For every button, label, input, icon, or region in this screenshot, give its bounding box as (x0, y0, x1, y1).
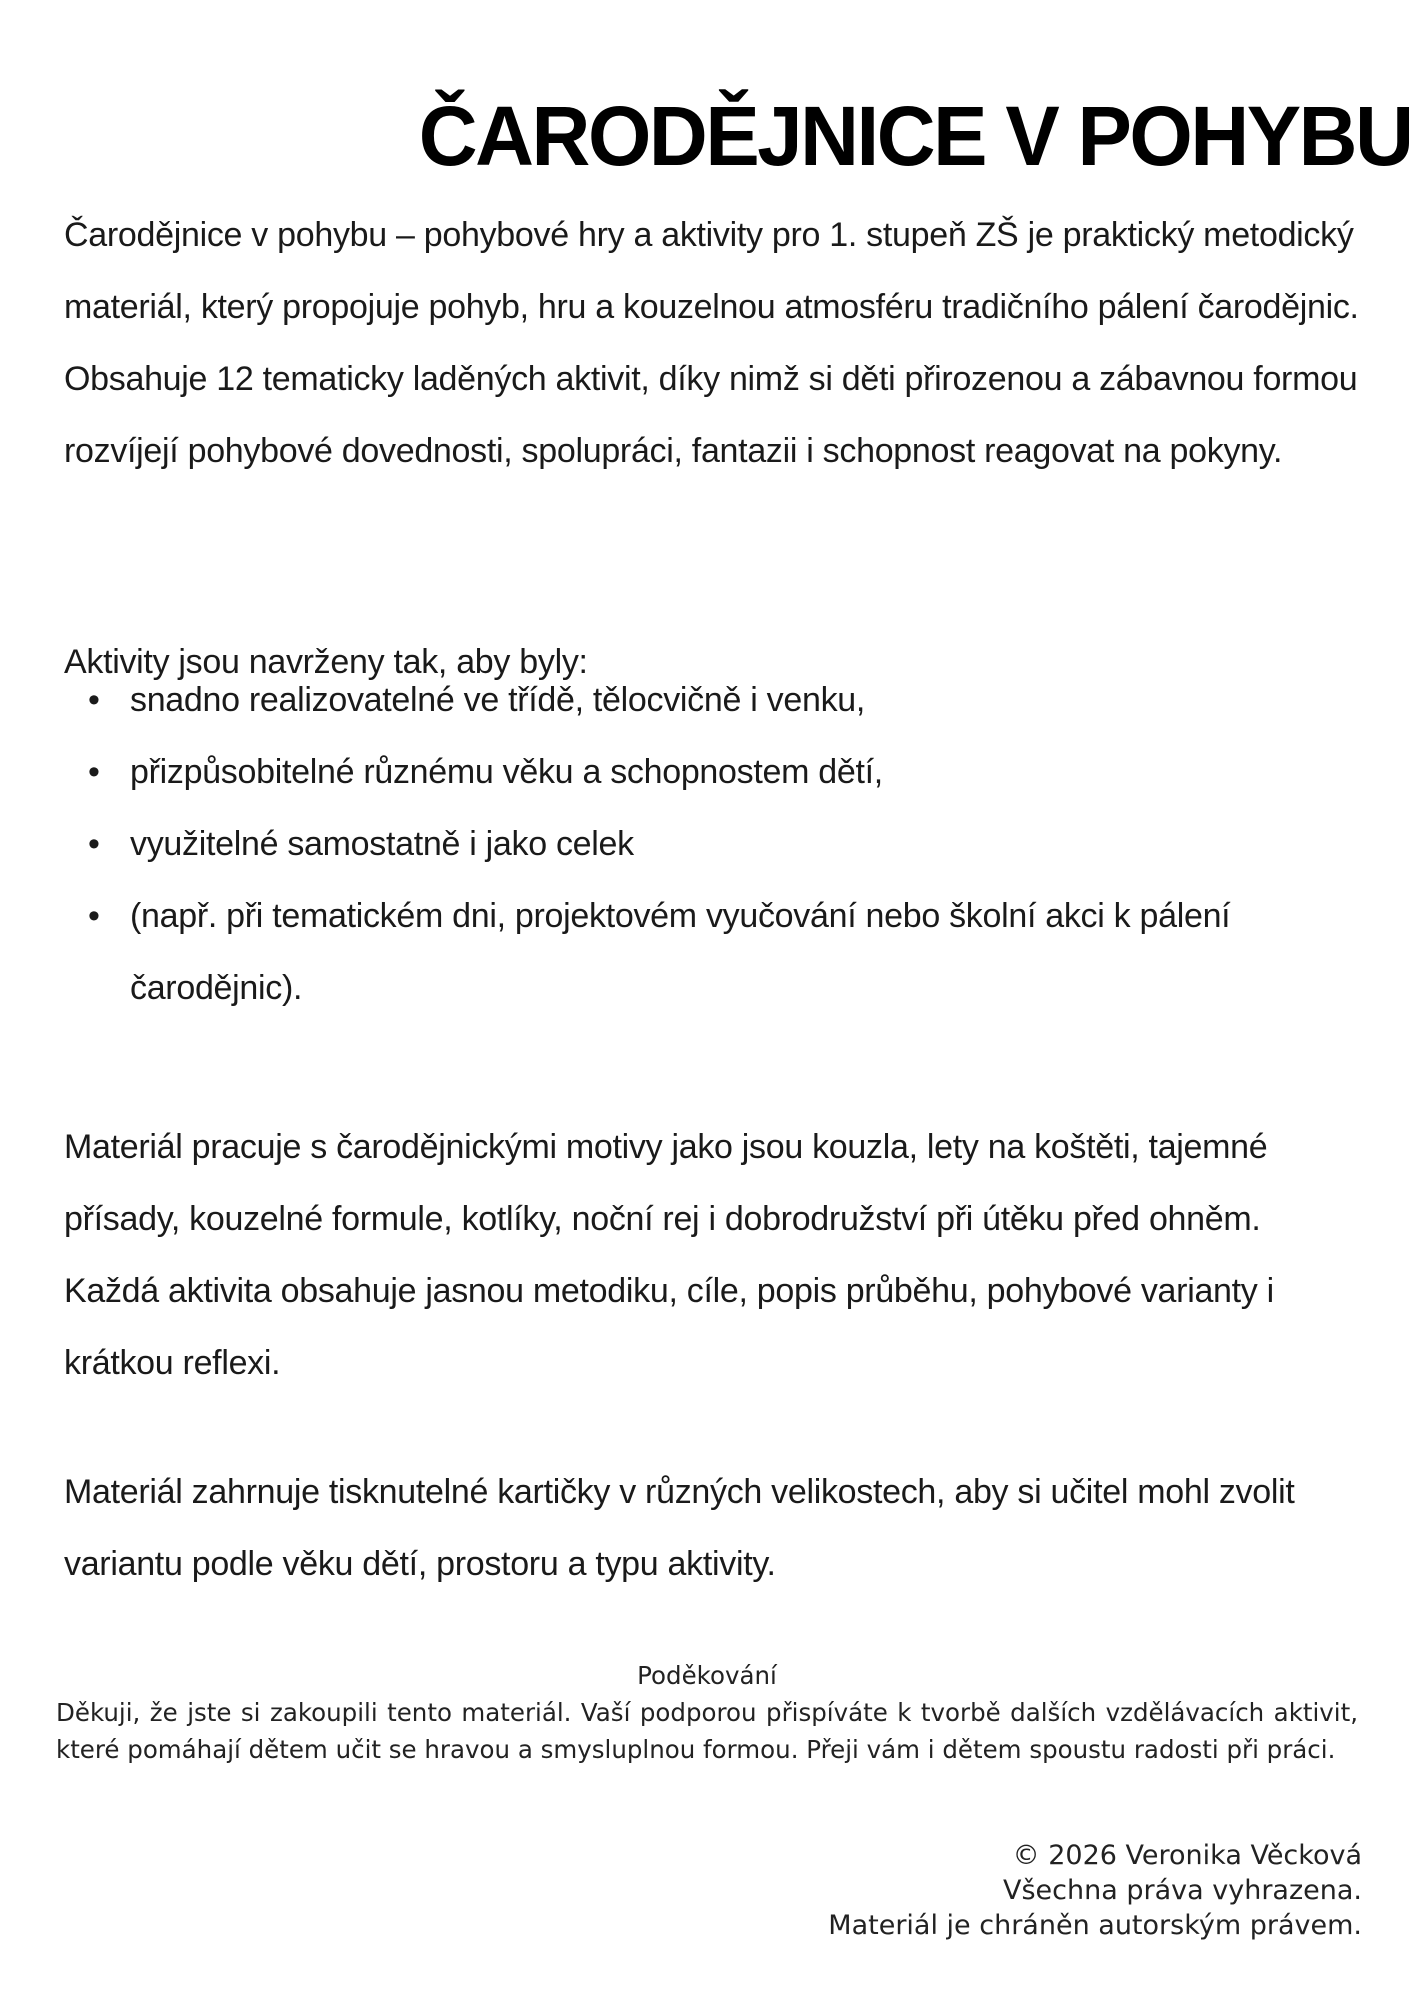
list-item (64, 808, 1360, 880)
thanks-section (56, 1657, 1358, 1768)
list-item (64, 664, 1360, 736)
bullet-icon: • (88, 753, 100, 791)
list-item-text: přizpůsobitelné různému věku a schopnostem dětí, (130, 753, 883, 791)
footer-rights-line: Všechna práva vyhrazena. (1003, 1875, 1362, 1906)
list-item-text: snadno realizovatelné ve třídě, tělocvičně i venku, (130, 681, 866, 719)
bullet-icon: • (88, 825, 100, 863)
list-item (64, 880, 1360, 1024)
paragraph-motifs: Materiál pracuje s čarodějnickými motivy jako jsou kouzla, lety na koštěti, tajemné přísady, kouzelné formule, kotlíky, noční rej i dobrodružství při útěku před ohněm. Každá aktivita obsahuje jasnou metodiku, cíle, popis průběhu, pohybové varianty i krátkou reflexi. (64, 1128, 1274, 1382)
copyright-footer (56, 1838, 1362, 1943)
activities-list (64, 664, 1360, 1024)
bullet-icon: • (88, 897, 100, 935)
footer-protection-line: Materiál je chráněn autorským právem. (828, 1910, 1362, 1941)
list-item-text: (např. při tematickém dni, projektovém vyučování nebo školní akci k pálení čarodějnic). (130, 897, 1231, 1007)
bullet-icon: • (88, 681, 100, 719)
list-item-text: využitelné samostatně i jako celek (130, 825, 634, 863)
activities-lead: Aktivity jsou navrženy tak, aby byly: (64, 643, 588, 681)
paragraph-cards: Materiál zahrnuje tisknutelné kartičky v různých velikostech, aby si učitel mohl zvolit variantu podle věku dětí, prostoru a typu aktivity. (64, 1473, 1295, 1583)
intro-paragraph: Čarodějnice v pohybu – pohybové hry a aktivity pro 1. stupeň ZŠ je praktický metodický materiál, který propojuje pohyb, hru a kouzelnou atmosféru tradičního pálení čarodějnic. Obsahuje 12 tematicky laděných aktivit, díky nimž si děti přirozenou a zábavnou formou rozvíjejí pohybové dovednosti, spolupráci, fantazii i schopnost reagovat na pokyny. (64, 216, 1359, 470)
thanks-heading: Poděkování (637, 1661, 777, 1690)
list-item (64, 736, 1360, 808)
footer-copyright-line: © 2026 Veronika Věcková (1012, 1840, 1362, 1871)
thanks-body: Děkuji, že jste si zakoupili tento materiál. Vaší podporou přispíváte k tvorbě dalších vzdělávacích aktivit, které pomáhají dětem učit se hravou a smysluplnou formou. Přeji vám i dětem spoustu radosti při práci. (56, 1698, 1358, 1764)
page-title: ČARODĚJNICE V POHYBU (419, 89, 1412, 184)
